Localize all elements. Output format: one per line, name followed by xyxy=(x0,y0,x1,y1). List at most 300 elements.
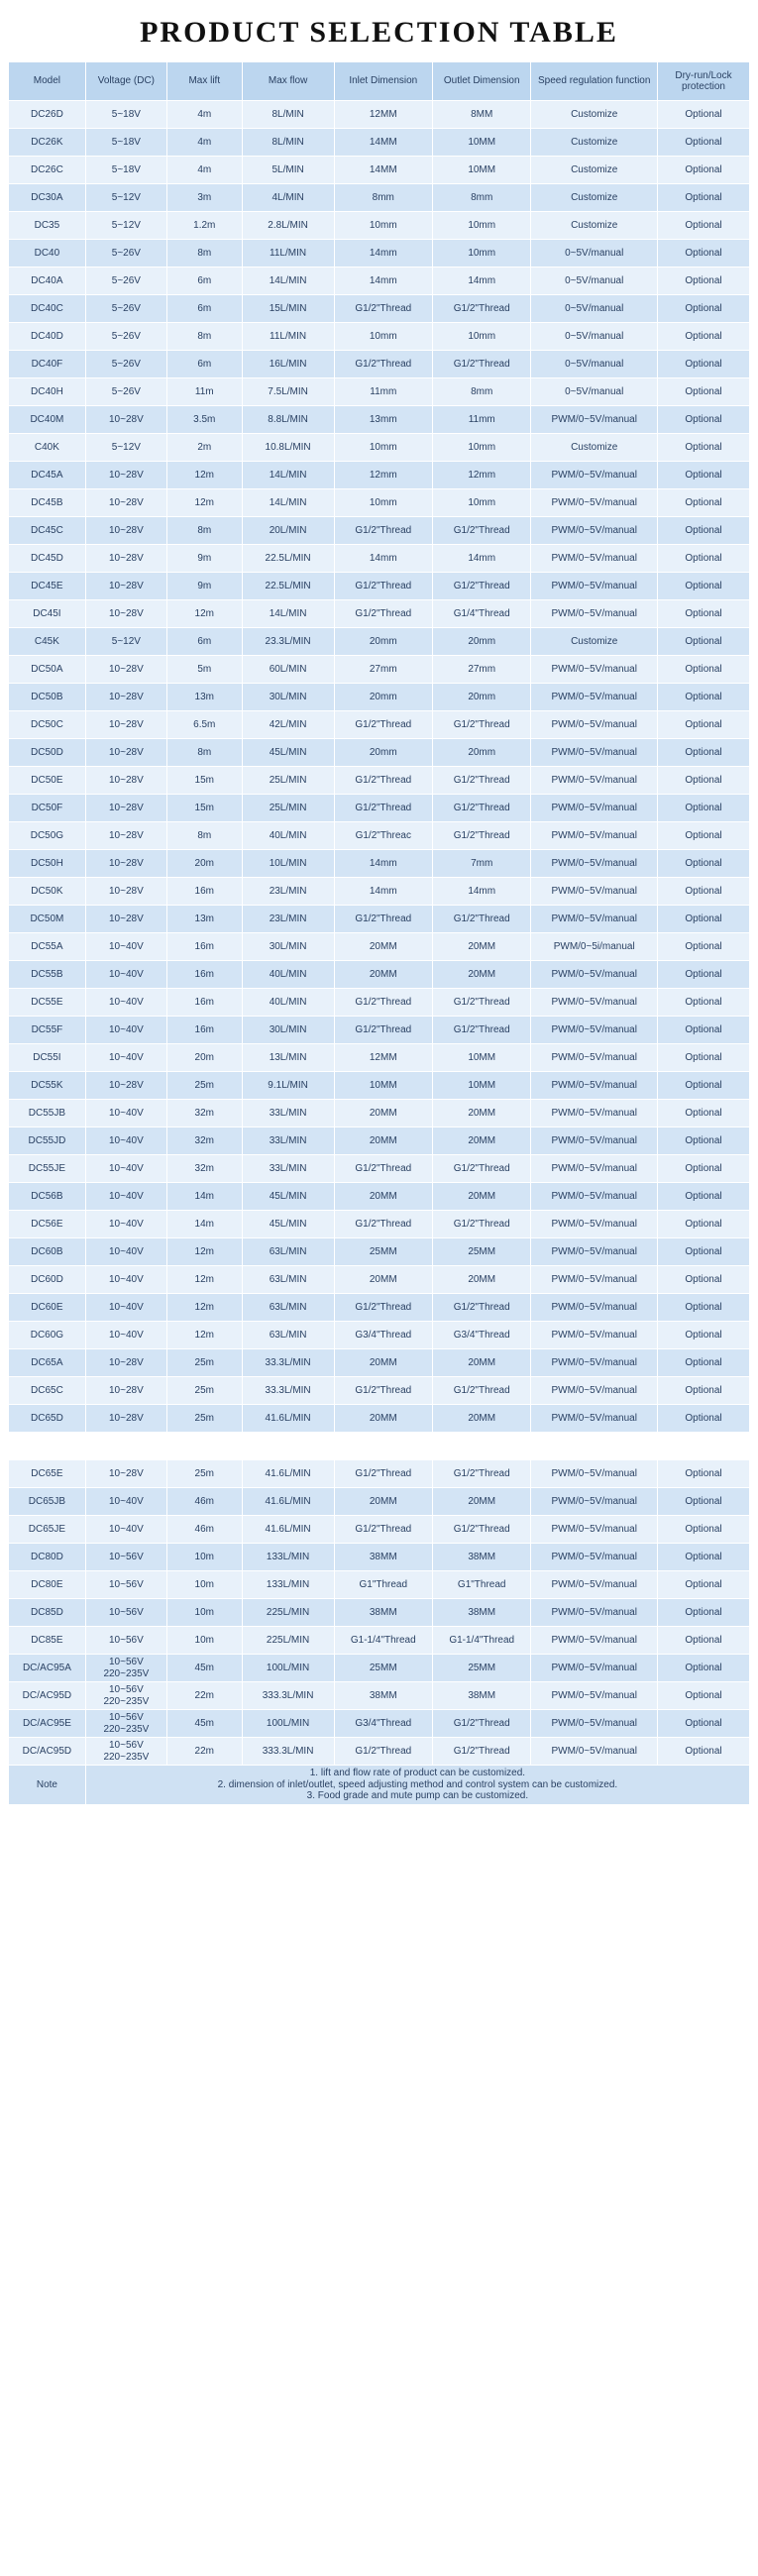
cell-model: DC56B xyxy=(9,1183,86,1211)
cell-inlet-dimension: 13mm xyxy=(334,406,432,434)
cell-inlet-dimension: G1/2"Thread xyxy=(334,1294,432,1322)
cell-max-flow: 15L/MIN xyxy=(242,295,334,323)
cell-outlet-dimension: 10mm xyxy=(433,212,531,240)
cell-model: DC65E xyxy=(9,1460,86,1488)
cell-model: DC55A xyxy=(9,933,86,961)
table-row xyxy=(9,1627,750,1655)
cell-model: C45K xyxy=(9,628,86,656)
table-row xyxy=(9,1460,750,1488)
cell-voltage: 10~28V xyxy=(85,850,166,878)
cell-dry-run-protection: Optional xyxy=(657,1266,749,1294)
cell-speed-regulation: PWM/0~5V/manual xyxy=(531,600,658,628)
cell-voltage: 10~28V xyxy=(85,684,166,711)
cell-voltage: 10~56V 220~235V xyxy=(85,1655,166,1682)
cell-speed-regulation: PWM/0~5V/manual xyxy=(531,1211,658,1238)
cell-dry-run-protection: Optional xyxy=(657,961,749,989)
cell-speed-regulation: 0~5V/manual xyxy=(531,295,658,323)
cell-inlet-dimension: G1/2"Thread xyxy=(334,711,432,739)
cell-model: DC65A xyxy=(9,1349,86,1377)
cell-dry-run-protection: Optional xyxy=(657,1710,749,1738)
cell-speed-regulation: PWM/0~5V/manual xyxy=(531,795,658,822)
cell-voltage: 10~28V xyxy=(85,1349,166,1377)
cell-outlet-dimension: 20MM xyxy=(433,1266,531,1294)
cell-max-lift: 12m xyxy=(166,1266,242,1294)
cell-inlet-dimension: G1/2"Thread xyxy=(334,1155,432,1183)
cell-model: DC60G xyxy=(9,1322,86,1349)
cell-dry-run-protection: Optional xyxy=(657,212,749,240)
cell-max-lift: 13m xyxy=(166,906,242,933)
cell-max-flow: 10L/MIN xyxy=(242,850,334,878)
cell-dry-run-protection: Optional xyxy=(657,1460,749,1488)
cell-max-flow: 133L/MIN xyxy=(242,1544,334,1571)
cell-model: DC55F xyxy=(9,1017,86,1044)
note-line-1: 1. lift and flow rate of product can be customized. xyxy=(309,1768,526,1778)
cell-model: DC85D xyxy=(9,1599,86,1627)
table-row xyxy=(9,462,750,489)
cell-inlet-dimension: 38MM xyxy=(334,1682,432,1710)
cell-dry-run-protection: Optional xyxy=(657,1405,749,1433)
cell-max-lift: 10m xyxy=(166,1599,242,1627)
cell-model: DC50H xyxy=(9,850,86,878)
cell-speed-regulation: PWM/0~5V/manual xyxy=(531,1294,658,1322)
cell-model: DC50C xyxy=(9,711,86,739)
note-content xyxy=(85,1766,749,1805)
cell-voltage: 10~28V xyxy=(85,656,166,684)
table-row xyxy=(9,767,750,795)
table-row xyxy=(9,268,750,295)
cell-inlet-dimension: 20mm xyxy=(334,739,432,767)
cell-inlet-dimension: 20MM xyxy=(334,1127,432,1155)
cell-max-flow: 25L/MIN xyxy=(242,795,334,822)
cell-dry-run-protection: Optional xyxy=(657,1377,749,1405)
cell-max-lift: 25m xyxy=(166,1405,242,1433)
cell-model: DC40M xyxy=(9,406,86,434)
cell-speed-regulation: PWM/0~5V/manual xyxy=(531,1544,658,1571)
cell-max-lift: 9m xyxy=(166,573,242,600)
cell-model: DC60E xyxy=(9,1294,86,1322)
cell-speed-regulation: PWM/0~5V/manual xyxy=(531,656,658,684)
table-row xyxy=(9,1155,750,1183)
cell-max-lift: 12m xyxy=(166,1322,242,1349)
cell-max-lift: 16m xyxy=(166,1017,242,1044)
cell-dry-run-protection: Optional xyxy=(657,101,749,129)
cell-model: DC55K xyxy=(9,1072,86,1100)
cell-inlet-dimension: 14mm xyxy=(334,545,432,573)
cell-model: DC40 xyxy=(9,240,86,268)
cell-max-flow: 8.8L/MIN xyxy=(242,406,334,434)
cell-inlet-dimension: 10mm xyxy=(334,323,432,351)
table-row xyxy=(9,1322,750,1349)
cell-max-flow: 22.5L/MIN xyxy=(242,573,334,600)
cell-dry-run-protection: Optional xyxy=(657,906,749,933)
cell-speed-regulation: Customize xyxy=(531,628,658,656)
cell-max-flow: 333.3L/MIN xyxy=(242,1738,334,1766)
cell-inlet-dimension: 20MM xyxy=(334,961,432,989)
cell-max-lift: 25m xyxy=(166,1072,242,1100)
cell-max-flow: 60L/MIN xyxy=(242,656,334,684)
cell-speed-regulation: PWM/0~5V/manual xyxy=(531,545,658,573)
cell-voltage: 10~40V xyxy=(85,989,166,1017)
cell-voltage: 10~28V xyxy=(85,1377,166,1405)
cell-max-lift: 16m xyxy=(166,878,242,906)
table-row xyxy=(9,1127,750,1155)
cell-voltage: 10~40V xyxy=(85,1044,166,1072)
cell-outlet-dimension: 20MM xyxy=(433,1349,531,1377)
cell-outlet-dimension: 20MM xyxy=(433,1488,531,1516)
cell-max-lift: 25m xyxy=(166,1377,242,1405)
cell-max-flow: 100L/MIN xyxy=(242,1710,334,1738)
cell-max-lift: 2m xyxy=(166,434,242,462)
cell-max-lift: 45m xyxy=(166,1655,242,1682)
cell-max-lift: 8m xyxy=(166,822,242,850)
cell-max-lift: 3m xyxy=(166,184,242,212)
cell-speed-regulation: 0~5V/manual xyxy=(531,378,658,406)
cell-dry-run-protection: Optional xyxy=(657,656,749,684)
cell-max-lift: 32m xyxy=(166,1155,242,1183)
cell-voltage: 10~40V xyxy=(85,1100,166,1127)
cell-dry-run-protection: Optional xyxy=(657,295,749,323)
cell-inlet-dimension: 10MM xyxy=(334,1072,432,1100)
cell-speed-regulation: Customize xyxy=(531,101,658,129)
cell-max-flow: 41.6L/MIN xyxy=(242,1460,334,1488)
cell-model: DC55I xyxy=(9,1044,86,1072)
cell-inlet-dimension: 14mm xyxy=(334,878,432,906)
cell-voltage: 10~40V xyxy=(85,933,166,961)
cell-inlet-dimension: G1/2"Thread xyxy=(334,1738,432,1766)
cell-inlet-dimension: 8mm xyxy=(334,184,432,212)
table-row xyxy=(9,989,750,1017)
cell-dry-run-protection: Optional xyxy=(657,129,749,157)
cell-voltage: 10~40V xyxy=(85,1516,166,1544)
cell-outlet-dimension: 20mm xyxy=(433,628,531,656)
cell-dry-run-protection: Optional xyxy=(657,184,749,212)
cell-inlet-dimension: G1/2"Thread xyxy=(334,906,432,933)
cell-speed-regulation: 0~5V/manual xyxy=(531,351,658,378)
cell-dry-run-protection: Optional xyxy=(657,1322,749,1349)
cell-max-flow: 42L/MIN xyxy=(242,711,334,739)
cell-max-lift: 25m xyxy=(166,1349,242,1377)
cell-max-lift: 46m xyxy=(166,1488,242,1516)
cell-inlet-dimension: G3/4"Thread xyxy=(334,1322,432,1349)
cell-outlet-dimension: 10mm xyxy=(433,240,531,268)
cell-max-lift: 10m xyxy=(166,1571,242,1599)
cell-inlet-dimension: G1/2"Thread xyxy=(334,600,432,628)
cell-speed-regulation: PWM/0~5V/manual xyxy=(531,878,658,906)
cell-inlet-dimension: 14mm xyxy=(334,240,432,268)
table-row xyxy=(9,323,750,351)
table-row xyxy=(9,933,750,961)
cell-dry-run-protection: Optional xyxy=(657,767,749,795)
cell-voltage: 10~28V xyxy=(85,1460,166,1488)
cell-max-flow: 30L/MIN xyxy=(242,1017,334,1044)
cell-inlet-dimension: G1/2"Threac xyxy=(334,822,432,850)
cell-max-lift: 4m xyxy=(166,157,242,184)
cell-max-flow: 9.1L/MIN xyxy=(242,1072,334,1100)
cell-max-lift: 20m xyxy=(166,850,242,878)
table-row xyxy=(9,351,750,378)
table-row xyxy=(9,1571,750,1599)
cell-outlet-dimension: 38MM xyxy=(433,1544,531,1571)
cell-voltage: 10~56V xyxy=(85,1571,166,1599)
cell-model: DC45A xyxy=(9,462,86,489)
cell-speed-regulation: PWM/0~5V/manual xyxy=(531,1044,658,1072)
cell-max-flow: 40L/MIN xyxy=(242,822,334,850)
cell-voltage: 10~40V xyxy=(85,1238,166,1266)
cell-outlet-dimension: 38MM xyxy=(433,1682,531,1710)
cell-max-lift: 12m xyxy=(166,1294,242,1322)
cell-inlet-dimension: 20MM xyxy=(334,1100,432,1127)
cell-model: DC30A xyxy=(9,184,86,212)
cell-max-flow: 7.5L/MIN xyxy=(242,378,334,406)
cell-max-lift: 12m xyxy=(166,1238,242,1266)
cell-voltage: 10~28V xyxy=(85,517,166,545)
cell-inlet-dimension: 14MM xyxy=(334,157,432,184)
cell-inlet-dimension: 25MM xyxy=(334,1655,432,1682)
table-row xyxy=(9,1294,750,1322)
cell-speed-regulation: 0~5V/manual xyxy=(531,268,658,295)
cell-max-lift: 22m xyxy=(166,1682,242,1710)
table-row xyxy=(9,212,750,240)
table-row xyxy=(9,1516,750,1544)
cell-inlet-dimension: 20MM xyxy=(334,1488,432,1516)
cell-model: DC55JB xyxy=(9,1100,86,1127)
cell-max-lift: 12m xyxy=(166,600,242,628)
cell-dry-run-protection: Optional xyxy=(657,1238,749,1266)
cell-outlet-dimension: G1/2"Thread xyxy=(433,1460,531,1488)
table-row xyxy=(9,961,750,989)
cell-outlet-dimension: G1/2"Thread xyxy=(433,1211,531,1238)
cell-max-lift: 20m xyxy=(166,1044,242,1072)
cell-dry-run-protection: Optional xyxy=(657,1544,749,1571)
cell-speed-regulation: PWM/0~5V/manual xyxy=(531,1655,658,1682)
table-row xyxy=(9,517,750,545)
cell-max-lift: 16m xyxy=(166,961,242,989)
table-row xyxy=(9,1183,750,1211)
table-row xyxy=(9,1349,750,1377)
cell-speed-regulation: PWM/0~5V/manual xyxy=(531,1571,658,1599)
table-header xyxy=(9,62,750,101)
cell-outlet-dimension: 14mm xyxy=(433,545,531,573)
cell-max-lift: 8m xyxy=(166,240,242,268)
cell-speed-regulation: PWM/0~5V/manual xyxy=(531,1127,658,1155)
cell-model: DC80E xyxy=(9,1571,86,1599)
cell-max-flow: 8L/MIN xyxy=(242,129,334,157)
cell-speed-regulation: PWM/0~5V/manual xyxy=(531,822,658,850)
cell-dry-run-protection: Optional xyxy=(657,157,749,184)
cell-inlet-dimension: G1/2"Thread xyxy=(334,989,432,1017)
cell-max-flow: 23.3L/MIN xyxy=(242,628,334,656)
cell-max-flow: 41.6L/MIN xyxy=(242,1516,334,1544)
cell-outlet-dimension: 20MM xyxy=(433,1100,531,1127)
cell-outlet-dimension: G1/2"Thread xyxy=(433,989,531,1017)
cell-outlet-dimension: 20MM xyxy=(433,933,531,961)
cell-model: DC55JD xyxy=(9,1127,86,1155)
cell-max-flow: 45L/MIN xyxy=(242,739,334,767)
cell-outlet-dimension: 25MM xyxy=(433,1655,531,1682)
cell-inlet-dimension: 38MM xyxy=(334,1599,432,1627)
cell-outlet-dimension: 10mm xyxy=(433,434,531,462)
cell-model: DC/AC95A xyxy=(9,1655,86,1682)
cell-inlet-dimension: 38MM xyxy=(334,1544,432,1571)
cell-outlet-dimension: G3/4"Thread xyxy=(433,1322,531,1349)
cell-inlet-dimension: 20mm xyxy=(334,684,432,711)
note-line-3: 3. Food grade and mute pump can be customized. xyxy=(306,1790,529,1801)
cell-inlet-dimension: G3/4"Thread xyxy=(334,1710,432,1738)
cell-dry-run-protection: Optional xyxy=(657,711,749,739)
table-row xyxy=(9,573,750,600)
cell-inlet-dimension: G1/2"Thread xyxy=(334,1460,432,1488)
cell-model: DC55B xyxy=(9,961,86,989)
cell-voltage: 10~40V xyxy=(85,1266,166,1294)
cell-max-lift: 32m xyxy=(166,1127,242,1155)
cell-speed-regulation: Customize xyxy=(531,157,658,184)
cell-dry-run-protection: Optional xyxy=(657,1183,749,1211)
cell-max-flow: 63L/MIN xyxy=(242,1294,334,1322)
cell-max-lift: 16m xyxy=(166,933,242,961)
cell-inlet-dimension: 14mm xyxy=(334,850,432,878)
cell-inlet-dimension: 14mm xyxy=(334,268,432,295)
cell-inlet-dimension: G1/2"Thread xyxy=(334,795,432,822)
cell-voltage: 10~28V xyxy=(85,545,166,573)
cell-dry-run-protection: Optional xyxy=(657,600,749,628)
cell-speed-regulation: PWM/0~5V/manual xyxy=(531,1627,658,1655)
column-header-outlet-dimension: Outlet Dimension xyxy=(433,62,531,101)
cell-outlet-dimension: G1/4"Thread xyxy=(433,600,531,628)
cell-dry-run-protection: Optional xyxy=(657,1682,749,1710)
cell-voltage: 5~26V xyxy=(85,240,166,268)
cell-max-flow: 30L/MIN xyxy=(242,933,334,961)
cell-max-flow: 11L/MIN xyxy=(242,240,334,268)
cell-dry-run-protection: Optional xyxy=(657,1072,749,1100)
cell-max-flow: 14L/MIN xyxy=(242,268,334,295)
cell-max-flow: 14L/MIN xyxy=(242,489,334,517)
cell-max-lift: 25m xyxy=(166,1460,242,1488)
cell-voltage: 10~40V xyxy=(85,1322,166,1349)
cell-outlet-dimension: 20MM xyxy=(433,1183,531,1211)
cell-inlet-dimension: G1/2"Thread xyxy=(334,517,432,545)
cell-max-flow: 133L/MIN xyxy=(242,1571,334,1599)
cell-dry-run-protection: Optional xyxy=(657,795,749,822)
cell-outlet-dimension: 12mm xyxy=(433,462,531,489)
cell-speed-regulation: PWM/0~5V/manual xyxy=(531,1322,658,1349)
cell-model: DC26C xyxy=(9,157,86,184)
cell-inlet-dimension: 10mm xyxy=(334,434,432,462)
cell-outlet-dimension: G1/2"Thread xyxy=(433,822,531,850)
cell-speed-regulation: Customize xyxy=(531,434,658,462)
table-footer xyxy=(9,1766,750,1805)
cell-max-lift: 45m xyxy=(166,1710,242,1738)
cell-inlet-dimension: 10mm xyxy=(334,489,432,517)
table-row xyxy=(9,406,750,434)
cell-outlet-dimension: G1/2"Thread xyxy=(433,517,531,545)
cell-inlet-dimension: 20MM xyxy=(334,1349,432,1377)
table-body xyxy=(9,101,750,1766)
cell-speed-regulation: PWM/0~5V/manual xyxy=(531,1183,658,1211)
cell-outlet-dimension: 8mm xyxy=(433,184,531,212)
cell-max-lift: 16m xyxy=(166,989,242,1017)
cell-model: DC80D xyxy=(9,1544,86,1571)
cell-voltage: 5~26V xyxy=(85,295,166,323)
cell-voltage: 10~28V xyxy=(85,822,166,850)
cell-voltage: 10~28V xyxy=(85,406,166,434)
cell-voltage: 10~28V xyxy=(85,600,166,628)
cell-voltage: 10~40V xyxy=(85,1155,166,1183)
cell-max-lift: 8m xyxy=(166,323,242,351)
cell-max-flow: 225L/MIN xyxy=(242,1599,334,1627)
cell-dry-run-protection: Optional xyxy=(657,739,749,767)
cell-max-lift: 12m xyxy=(166,462,242,489)
cell-voltage: 10~28V xyxy=(85,878,166,906)
cell-inlet-dimension: 25MM xyxy=(334,1238,432,1266)
cell-voltage: 10~40V xyxy=(85,961,166,989)
cell-speed-regulation: PWM/0~5V/manual xyxy=(531,1710,658,1738)
cell-max-flow: 100L/MIN xyxy=(242,1655,334,1682)
cell-dry-run-protection: Optional xyxy=(657,1017,749,1044)
cell-dry-run-protection: Optional xyxy=(657,517,749,545)
cell-voltage: 10~28V xyxy=(85,1072,166,1100)
cell-speed-regulation: PWM/0~5V/manual xyxy=(531,1349,658,1377)
cell-model: DC50F xyxy=(9,795,86,822)
cell-voltage: 5~26V xyxy=(85,323,166,351)
cell-max-lift: 6m xyxy=(166,268,242,295)
column-header-dry-run-protection: Dry-run/Lock protection xyxy=(657,62,749,101)
cell-model: DC40F xyxy=(9,351,86,378)
cell-max-lift: 6m xyxy=(166,351,242,378)
cell-outlet-dimension: 14mm xyxy=(433,268,531,295)
table-row xyxy=(9,378,750,406)
cell-max-lift: 4m xyxy=(166,101,242,129)
cell-dry-run-protection: Optional xyxy=(657,1100,749,1127)
table-row xyxy=(9,795,750,822)
cell-max-flow: 33L/MIN xyxy=(242,1127,334,1155)
cell-max-lift: 6m xyxy=(166,295,242,323)
table-row xyxy=(9,1655,750,1682)
cell-outlet-dimension: G1/2"Thread xyxy=(433,295,531,323)
cell-max-flow: 2.8L/MIN xyxy=(242,212,334,240)
table-row xyxy=(9,1405,750,1433)
cell-max-flow: 33L/MIN xyxy=(242,1155,334,1183)
cell-max-flow: 41.6L/MIN xyxy=(242,1488,334,1516)
cell-speed-regulation: PWM/0~5V/manual xyxy=(531,961,658,989)
cell-max-lift: 46m xyxy=(166,1516,242,1544)
cell-max-flow: 20L/MIN xyxy=(242,517,334,545)
cell-model: DC50A xyxy=(9,656,86,684)
cell-speed-regulation: PWM/0~5V/manual xyxy=(531,1266,658,1294)
cell-max-lift: 13m xyxy=(166,684,242,711)
cell-inlet-dimension: G1/2"Thread xyxy=(334,1377,432,1405)
note-label: Note xyxy=(9,1766,86,1805)
column-header-voltage: Voltage (DC) xyxy=(85,62,166,101)
table-row xyxy=(9,434,750,462)
cell-max-lift: 32m xyxy=(166,1100,242,1127)
table-row xyxy=(9,1211,750,1238)
cell-model: DC45C xyxy=(9,517,86,545)
cell-voltage: 10~40V xyxy=(85,1294,166,1322)
cell-max-flow: 333.3L/MIN xyxy=(242,1682,334,1710)
cell-speed-regulation: PWM/0~5V/manual xyxy=(531,1738,658,1766)
cell-model: DC55E xyxy=(9,989,86,1017)
column-header-model: Model xyxy=(9,62,86,101)
table-row xyxy=(9,1100,750,1127)
cell-model: DC35 xyxy=(9,212,86,240)
cell-speed-regulation: PWM/0~5V/manual xyxy=(531,406,658,434)
cell-model: DC65D xyxy=(9,1405,86,1433)
cell-speed-regulation: PWM/0~5V/manual xyxy=(531,1017,658,1044)
cell-model: DC56E xyxy=(9,1211,86,1238)
cell-inlet-dimension: G1/2"Thread xyxy=(334,573,432,600)
note-line-2: 2. dimension of inlet/outlet, speed adjusting method and control system can be customized. xyxy=(217,1778,618,1790)
cell-outlet-dimension: 10MM xyxy=(433,1044,531,1072)
